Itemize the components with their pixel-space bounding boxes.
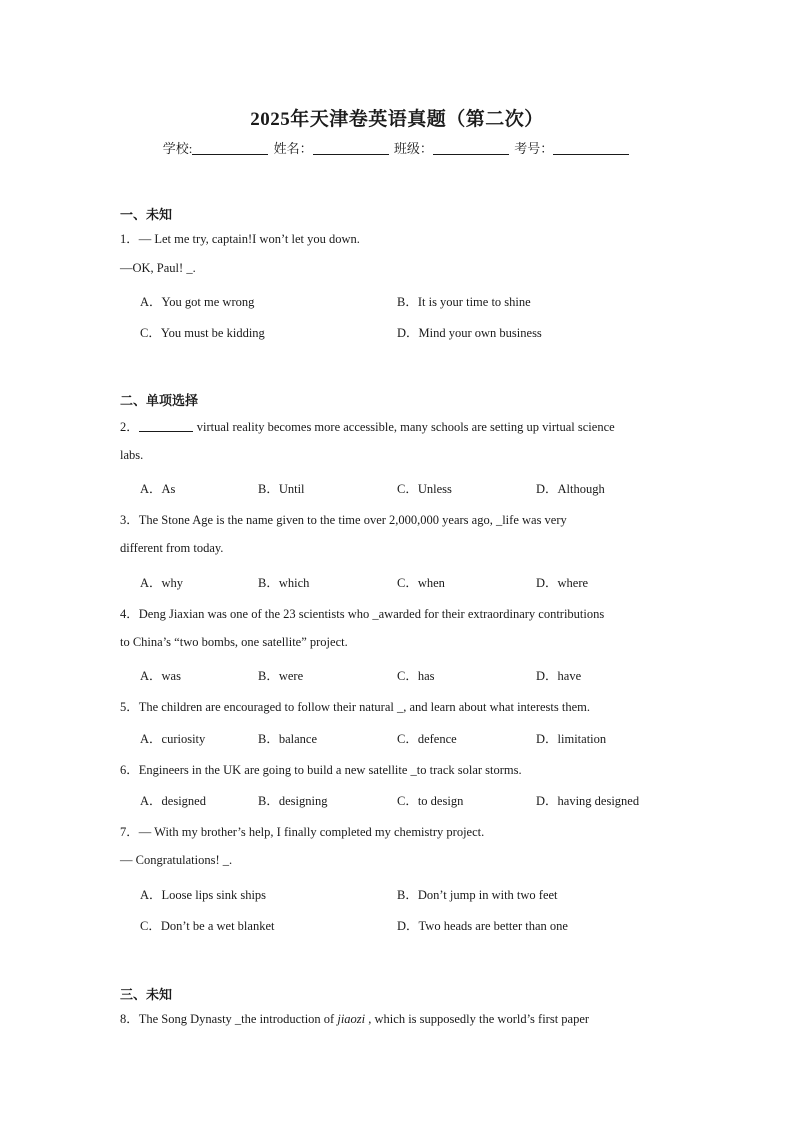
option-b[interactable]: B．which	[258, 576, 310, 590]
option-c[interactable]: C．when	[397, 576, 445, 590]
option-c[interactable]: C．has	[397, 669, 435, 683]
option-b[interactable]: B．Until	[258, 482, 305, 496]
student-info-row	[0, 138, 794, 157]
question-7-line-2: — Congratulations! _.	[120, 853, 233, 867]
page-title: 2025年天津卷英语真题（第二次）	[250, 109, 544, 130]
name-label: 姓名：	[273, 141, 313, 156]
class-label: 班级：	[393, 141, 433, 156]
question-8-line-1	[120, 1009, 680, 1027]
option-a[interactable]: A．designed	[140, 794, 206, 808]
class-blank[interactable]	[433, 140, 509, 155]
section-heading: 二、单项选择	[120, 394, 199, 409]
option-a[interactable]: A．curiosity	[140, 732, 206, 746]
exam-no-label: 考号：	[514, 141, 554, 156]
option-a[interactable]: A．As	[140, 482, 176, 496]
option-d[interactable]: D．Although	[536, 482, 605, 496]
question-4-line-1: 4．Deng Jiaxian was one of the 23 scientists who _awarded for their extraordinary contributions	[120, 607, 605, 621]
option-a[interactable]: A．why	[140, 576, 184, 590]
option-d[interactable]: D．Two heads are better than one	[397, 919, 568, 933]
option-c[interactable]: C．Don’t be a wet blanket	[140, 919, 275, 933]
section-heading: 三、未知	[120, 988, 173, 1003]
option-b[interactable]: B．balance	[258, 732, 318, 746]
school-blank[interactable]	[192, 140, 268, 155]
question-2-line-1	[120, 417, 680, 435]
option-d[interactable]: D．limitation	[536, 732, 607, 746]
option-c[interactable]: C．to design	[397, 794, 464, 808]
question-1-line-1: 1．— Let me try, captain!I won’t let you down.	[120, 232, 360, 246]
option-c[interactable]: C．Unless	[397, 482, 452, 496]
option-a[interactable]: A．You got me wrong	[140, 295, 255, 309]
option-c[interactable]: C．You must be kidding	[140, 326, 265, 340]
option-b[interactable]: B．designing	[258, 794, 328, 808]
name-blank[interactable]	[313, 140, 389, 155]
option-c[interactable]: C．defence	[397, 732, 457, 746]
question-1-line-2: —OK, Paul! _.	[120, 261, 196, 275]
school-label: 学校:	[162, 141, 193, 156]
question-5-line-1: 5．The children are encouraged to follow their natural _, and learn about what interests them.	[120, 700, 590, 714]
option-a[interactable]: A．Loose lips sink ships	[140, 888, 267, 902]
question-3-line-1: 3．The Stone Age is the name given to the time over 2,000,000 years ago, _life was very	[120, 513, 567, 527]
question-text: virtual reality becomes more accessible, many schools are setting up virtual science	[196, 420, 615, 434]
option-b[interactable]: B．It is your time to shine	[397, 295, 531, 309]
option-d[interactable]: D．Mind your own business	[397, 326, 542, 340]
question-text: , which is supposedly the world’s first paper	[365, 1012, 590, 1026]
italic-term: jiaozi	[337, 1012, 366, 1026]
option-d[interactable]: D．have	[536, 669, 582, 683]
question-text: 8．The Song Dynasty _the introduction of	[120, 1012, 338, 1026]
option-d[interactable]: D．where	[536, 576, 589, 590]
answer-blank[interactable]	[139, 419, 193, 432]
exam-no-blank[interactable]	[553, 140, 629, 155]
option-d[interactable]: D．having designed	[536, 794, 640, 808]
question-3-line-2: different from today.	[120, 541, 224, 555]
section-heading: 一、未知	[120, 208, 173, 223]
option-a[interactable]: A．was	[140, 669, 181, 683]
option-b[interactable]: B．Don’t jump in with two feet	[397, 888, 558, 902]
question-2-line-2: labs.	[120, 448, 144, 462]
question-6-line-1: 6．Engineers in the UK are going to build a new satellite _to track solar storms.	[120, 763, 522, 777]
question-4-line-2: to China’s “two bombs, one satellite” project.	[120, 635, 348, 649]
question-7-line-1: 7．— With my brother’s help, I finally completed my chemistry project.	[120, 825, 485, 839]
question-number: 2．	[120, 420, 139, 434]
option-b[interactable]: B．were	[258, 669, 304, 683]
